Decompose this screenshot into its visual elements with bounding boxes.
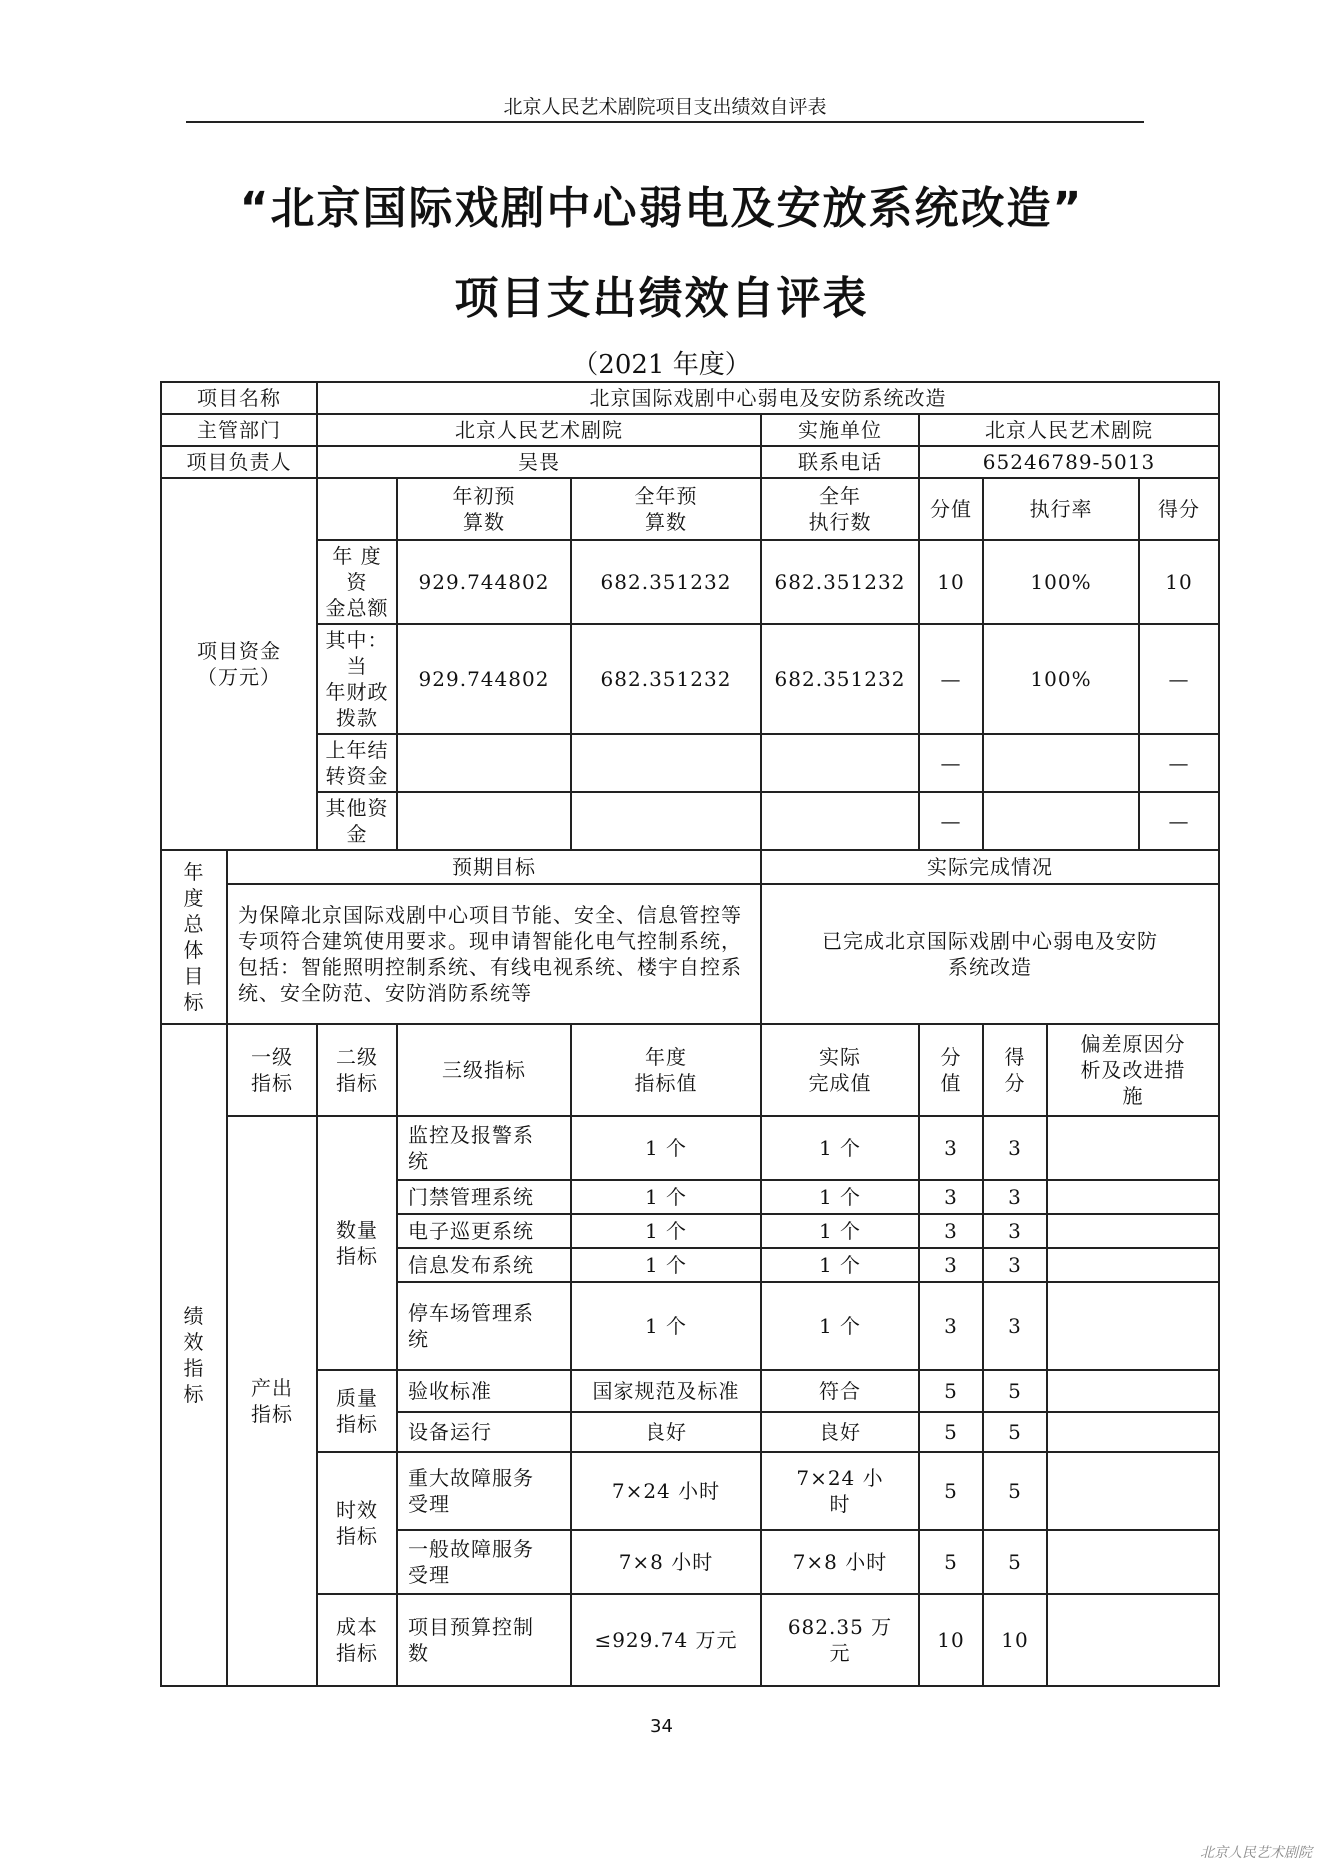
funds-row-name: 其他资 金	[317, 792, 397, 850]
perf-reason	[1047, 1594, 1219, 1686]
table-row	[161, 1370, 1219, 1412]
funds-initial	[397, 734, 571, 792]
perf-h-l1: 一级 指标	[227, 1024, 317, 1116]
funds-col-full: 全年预 算数	[571, 478, 761, 540]
funds-exec	[761, 792, 919, 850]
funds-got: 10	[1139, 540, 1219, 624]
perf-target: 良好	[571, 1412, 761, 1452]
funds-got: —	[1139, 624, 1219, 734]
perf-l3: 项目预算控制 数	[397, 1594, 571, 1686]
perf-got: 5	[983, 1412, 1047, 1452]
perf-l2: 数量 指标	[317, 1116, 397, 1370]
project-name-value: 北京国际戏剧中心弱电及安防系统改造	[317, 382, 1219, 414]
table-row	[161, 792, 1219, 850]
table-row	[161, 884, 1219, 1024]
perf-l3: 停车场管理系 统	[397, 1282, 571, 1370]
funds-col-got: 得分	[1139, 478, 1219, 540]
perf-h-l3: 三级指标	[397, 1024, 571, 1116]
evaluation-table-body	[161, 382, 1219, 1686]
perf-h-reason: 偏差原因分 析及改进措 施	[1047, 1024, 1219, 1116]
leader-label: 项目负责人	[161, 446, 317, 478]
perf-actual: 1 个	[761, 1180, 919, 1214]
leader-value: 吴畏	[317, 446, 761, 478]
impl-value: 北京人民艺术剧院	[919, 414, 1219, 446]
funds-got: —	[1139, 734, 1219, 792]
perf-h-actual: 实际 完成值	[761, 1024, 919, 1116]
perf-reason	[1047, 1180, 1219, 1214]
funds-full: 682.351232	[571, 540, 761, 624]
perf-score: 5	[919, 1370, 983, 1412]
table-row	[161, 1116, 1219, 1180]
funds-initial	[397, 792, 571, 850]
header-rule	[186, 121, 1144, 123]
funds-full	[571, 734, 761, 792]
table-row	[161, 414, 1219, 446]
perf-l2: 成本 指标	[317, 1594, 397, 1686]
perf-got: 3	[983, 1248, 1047, 1282]
year-label: （2021 年度）	[572, 350, 751, 380]
perf-h-got: 得 分	[983, 1024, 1047, 1116]
dept-label: 主管部门	[161, 414, 317, 446]
phone-label: 联系电话	[761, 446, 919, 478]
perf-actual: 1 个	[761, 1116, 919, 1180]
perf-target: 国家规范及标准	[571, 1370, 761, 1412]
perf-got: 5	[983, 1370, 1047, 1412]
goals-actual-text: 已完成北京国际戏剧中心弱电及安防 系统改造	[761, 884, 1219, 1024]
table-row	[161, 734, 1219, 792]
perf-l2: 质量 指标	[317, 1370, 397, 1452]
perf-reason	[1047, 1370, 1219, 1412]
perf-reason	[1047, 1248, 1219, 1282]
funds-full	[571, 792, 761, 850]
perf-h-score: 分 值	[919, 1024, 983, 1116]
perf-actual: 7×24 小 时	[761, 1452, 919, 1530]
perf-score: 5	[919, 1412, 983, 1452]
funds-score: —	[919, 734, 983, 792]
funds-score: —	[919, 792, 983, 850]
perf-l3: 一般故障服务 受理	[397, 1530, 571, 1594]
funds-row-name: 其中：当 年财政 拨款	[317, 624, 397, 734]
perf-got: 10	[983, 1594, 1047, 1686]
perf-l3: 设备运行	[397, 1412, 571, 1452]
title-line-2: 项目支出绩效自评表	[454, 273, 869, 324]
funds-rate: 100%	[983, 540, 1139, 624]
perf-reason	[1047, 1530, 1219, 1594]
evaluation-table-wrapper	[160, 381, 1220, 1687]
funds-score: —	[919, 624, 983, 734]
funds-col-initial: 年初预 算数	[397, 478, 571, 540]
perf-score: 5	[919, 1530, 983, 1594]
watermark-text: 北京人民艺术剧院	[1200, 1845, 1312, 1861]
funds-col-rate: 执行率	[983, 478, 1139, 540]
funds-col-exec: 全年 执行数	[761, 478, 919, 540]
perf-got: 5	[983, 1452, 1047, 1530]
funds-score: 10	[919, 540, 983, 624]
perf-actual: 1 个	[761, 1282, 919, 1370]
funds-initial: 929.744802	[397, 624, 571, 734]
goals-label: 年 度 总 体 目 标	[161, 850, 227, 1024]
perf-actual: 符合	[761, 1370, 919, 1412]
page-number: 34	[650, 1716, 673, 1737]
watermark-logo	[1200, 1842, 1312, 1862]
perf-score: 5	[919, 1452, 983, 1530]
funds-got: —	[1139, 792, 1219, 850]
funds-col-score: 分值	[919, 478, 983, 540]
perf-got: 3	[983, 1180, 1047, 1214]
table-row	[161, 478, 1219, 540]
perf-target: 1 个	[571, 1248, 761, 1282]
funds-row-name: 上年结 转资金	[317, 734, 397, 792]
perf-score: 10	[919, 1594, 983, 1686]
project-name-label: 项目名称	[161, 382, 317, 414]
funds-rate	[983, 734, 1139, 792]
perf-got: 3	[983, 1282, 1047, 1370]
impl-label: 实施单位	[761, 414, 919, 446]
perf-l3: 电子巡更系统	[397, 1214, 571, 1248]
goals-expected-text: 为保障北京国际戏剧中心项目节能、安全、信息管控等专项符合建筑使用要求。现申请智能化电气控制系统，包括：智能照明控制系统、有线电视系统、楼宇自控系统、安全防范、安防消防系统等	[227, 884, 761, 1024]
table-row	[161, 446, 1219, 478]
table-row	[161, 1594, 1219, 1686]
funds-exec: 682.351232	[761, 624, 919, 734]
perf-target: 1 个	[571, 1116, 761, 1180]
perf-score: 3	[919, 1214, 983, 1248]
funds-exec	[761, 734, 919, 792]
perf-l3: 重大故障服务 受理	[397, 1452, 571, 1530]
title-line-1: “北京国际戏剧中心弱电及安放系统改造”	[239, 183, 1084, 234]
table-row	[161, 624, 1219, 734]
perf-reason	[1047, 1412, 1219, 1452]
goals-actual-label: 实际完成情况	[761, 850, 1219, 884]
perf-target: 1 个	[571, 1214, 761, 1248]
dept-value: 北京人民艺术剧院	[317, 414, 761, 446]
perf-reason	[1047, 1452, 1219, 1530]
perf-score: 3	[919, 1180, 983, 1214]
funds-row-name: 年 度 资 金总额	[317, 540, 397, 624]
perf-reason	[1047, 1282, 1219, 1370]
funds-label: 项目资金 （万元）	[161, 478, 317, 850]
funds-full: 682.351232	[571, 624, 761, 734]
perf-got: 5	[983, 1530, 1047, 1594]
funds-initial: 929.744802	[397, 540, 571, 624]
funds-exec: 682.351232	[761, 540, 919, 624]
perf-l3: 验收标准	[397, 1370, 571, 1412]
perf-target: ≤929.74 万元	[571, 1594, 761, 1686]
perf-actual: 1 个	[761, 1214, 919, 1248]
perf-l1: 产出 指标	[227, 1116, 317, 1686]
table-row	[161, 850, 1219, 884]
perf-reason	[1047, 1214, 1219, 1248]
perf-h-target: 年度 指标值	[571, 1024, 761, 1116]
perf-l3: 门禁管理系统	[397, 1180, 571, 1214]
table-row	[161, 540, 1219, 624]
funds-rate	[983, 792, 1139, 850]
funds-header-blank	[317, 478, 397, 540]
perf-reason	[1047, 1116, 1219, 1180]
perf-got: 3	[983, 1116, 1047, 1180]
perf-target: 7×8 小时	[571, 1530, 761, 1594]
perf-score: 3	[919, 1248, 983, 1282]
perf-score: 3	[919, 1116, 983, 1180]
perf-target: 1 个	[571, 1180, 761, 1214]
page-header: 北京人民艺术剧院项目支出绩效自评表	[503, 96, 827, 118]
perf-actual: 1 个	[761, 1248, 919, 1282]
table-row	[161, 1452, 1219, 1530]
perf-l3: 监控及报警系 统	[397, 1116, 571, 1180]
table-row	[161, 382, 1219, 414]
perf-actual: 良好	[761, 1412, 919, 1452]
funds-rate: 100%	[983, 624, 1139, 734]
perf-l3: 信息发布系统	[397, 1248, 571, 1282]
table-row	[161, 1024, 1219, 1116]
perf-target: 7×24 小时	[571, 1452, 761, 1530]
goals-expected-label: 预期目标	[227, 850, 761, 884]
perf-l2: 时效 指标	[317, 1452, 397, 1594]
perf-score: 3	[919, 1282, 983, 1370]
perf-h-l2: 二级 指标	[317, 1024, 397, 1116]
perf-got: 3	[983, 1214, 1047, 1248]
perf-target: 1 个	[571, 1282, 761, 1370]
perf-label: 绩 效 指 标	[161, 1024, 227, 1686]
phone-value: 65246789-5013	[919, 446, 1219, 478]
evaluation-table	[160, 381, 1220, 1687]
perf-actual: 7×8 小时	[761, 1530, 919, 1594]
perf-actual: 682.35 万 元	[761, 1594, 919, 1686]
